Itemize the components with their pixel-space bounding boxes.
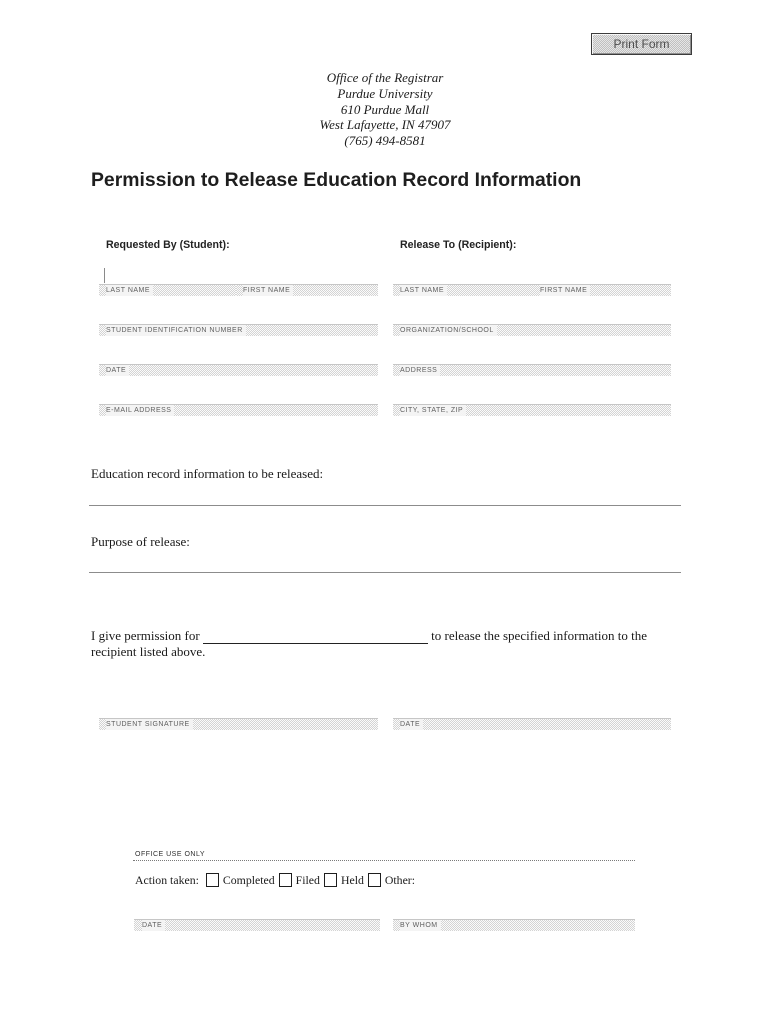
student-last-name-field bbox=[99, 262, 236, 296]
permission-text-after: to release the specified information to the recipient listed above. bbox=[91, 628, 648, 659]
requested-by-heading: Requested By (Student): bbox=[106, 239, 230, 251]
form-title: Permission to Release Education Record Information bbox=[91, 169, 582, 191]
recipient-city-state-zip-field bbox=[393, 382, 671, 416]
education-record-prompt: Education record information to be released: bbox=[91, 466, 324, 481]
student-id-label: STUDENT IDENTIFICATION NUMBER bbox=[106, 325, 246, 336]
office-date-field bbox=[134, 897, 380, 931]
permission-party-input[interactable] bbox=[203, 630, 428, 644]
student-signature-label: STUDENT SIGNATURE bbox=[106, 719, 193, 730]
purpose-input[interactable] bbox=[89, 551, 681, 573]
held-checkbox[interactable] bbox=[324, 873, 337, 887]
option-other[interactable] bbox=[368, 873, 415, 888]
recipient-city-state-zip-input[interactable] bbox=[393, 382, 671, 404]
by-whom-strip bbox=[393, 919, 635, 931]
address-line-city: West Lafayette, IN 47907 bbox=[319, 117, 451, 133]
option-held[interactable] bbox=[324, 873, 364, 888]
recipient-address-input[interactable] bbox=[393, 342, 671, 364]
office-use-divider bbox=[133, 860, 635, 861]
student-first-name-label: FIRST NAME bbox=[243, 285, 293, 296]
student-first-name-input[interactable] bbox=[236, 262, 378, 284]
organization-strip bbox=[393, 324, 671, 336]
recipient-address-field bbox=[393, 342, 671, 376]
education-record-input[interactable] bbox=[89, 484, 681, 506]
text-caret bbox=[104, 268, 105, 283]
office-date-strip bbox=[134, 919, 380, 931]
signature-date-input[interactable] bbox=[393, 696, 671, 718]
student-last-name-input[interactable] bbox=[99, 262, 236, 284]
other-label: Other: bbox=[384, 872, 416, 887]
office-date-input[interactable] bbox=[134, 897, 380, 919]
organization-field bbox=[393, 302, 671, 336]
print-form-button[interactable]: Print Form bbox=[591, 33, 692, 55]
student-signature-field bbox=[99, 696, 378, 730]
organization-label: ORGANIZATION/SCHOOL bbox=[400, 325, 497, 336]
other-checkbox[interactable] bbox=[368, 873, 381, 887]
student-date-field bbox=[99, 342, 378, 376]
registrar-address bbox=[0, 70, 770, 149]
address-line-phone: (765) 494-8581 bbox=[344, 133, 426, 148]
option-completed[interactable] bbox=[206, 873, 275, 888]
recipient-last-name-label: LAST NAME bbox=[400, 285, 447, 296]
student-email-label: E-MAIL ADDRESS bbox=[106, 405, 174, 416]
action-taken-row bbox=[135, 873, 419, 887]
recipient-last-name-strip bbox=[393, 284, 533, 296]
student-first-name-strip bbox=[236, 284, 378, 296]
recipient-last-name-field bbox=[393, 262, 533, 296]
signature-date-field bbox=[393, 696, 671, 730]
student-date-strip bbox=[99, 364, 378, 376]
permission-text-before: I give permission for bbox=[91, 628, 200, 643]
recipient-first-name-label: FIRST NAME bbox=[540, 285, 590, 296]
option-filed[interactable] bbox=[279, 873, 320, 888]
held-label: Held bbox=[340, 872, 364, 887]
by-whom-field bbox=[393, 897, 635, 931]
recipient-address-label: ADDRESS bbox=[400, 365, 440, 376]
permission-statement bbox=[91, 628, 666, 660]
address-line-street: 610 Purdue Mall bbox=[340, 101, 430, 117]
by-whom-label: BY WHOM bbox=[400, 920, 441, 931]
student-last-name-label: LAST NAME bbox=[106, 285, 153, 296]
recipient-address-strip bbox=[393, 364, 671, 376]
completed-label: Completed bbox=[222, 872, 275, 887]
recipient-city-state-zip-label: CITY, STATE, ZIP bbox=[400, 405, 466, 416]
recipient-last-name-input[interactable] bbox=[393, 262, 533, 284]
office-use-heading: OFFICE USE ONLY bbox=[135, 851, 205, 858]
recipient-first-name-field bbox=[533, 262, 671, 296]
filed-label: Filed bbox=[295, 872, 320, 887]
student-id-field bbox=[99, 302, 378, 336]
organization-input[interactable] bbox=[393, 302, 671, 324]
purpose-prompt: Purpose of release: bbox=[91, 534, 190, 549]
student-email-field bbox=[99, 382, 378, 416]
release-to-heading: Release To (Recipient): bbox=[400, 239, 517, 251]
student-last-name-strip bbox=[99, 284, 236, 296]
completed-checkbox[interactable] bbox=[206, 873, 219, 887]
by-whom-input[interactable] bbox=[393, 897, 635, 919]
student-first-name-field bbox=[236, 262, 378, 296]
student-signature-strip bbox=[99, 718, 378, 730]
student-date-label: DATE bbox=[106, 365, 129, 376]
student-signature-input[interactable] bbox=[99, 696, 378, 718]
student-id-input[interactable] bbox=[99, 302, 378, 324]
recipient-first-name-input[interactable] bbox=[533, 262, 671, 284]
address-line-office: Office of the Registrar bbox=[326, 70, 444, 85]
student-id-strip bbox=[99, 324, 378, 336]
student-email-input[interactable] bbox=[99, 382, 378, 404]
signature-date-strip bbox=[393, 718, 671, 730]
student-date-input[interactable] bbox=[99, 342, 378, 364]
filed-checkbox[interactable] bbox=[279, 873, 292, 887]
recipient-first-name-strip bbox=[533, 284, 671, 296]
student-email-strip bbox=[99, 404, 378, 416]
address-line-university: Purdue University bbox=[337, 85, 433, 101]
action-taken-label: Action taken: bbox=[135, 872, 199, 887]
signature-date-label: DATE bbox=[400, 719, 423, 730]
recipient-city-state-zip-strip bbox=[393, 404, 671, 416]
office-date-label: DATE bbox=[142, 920, 165, 931]
